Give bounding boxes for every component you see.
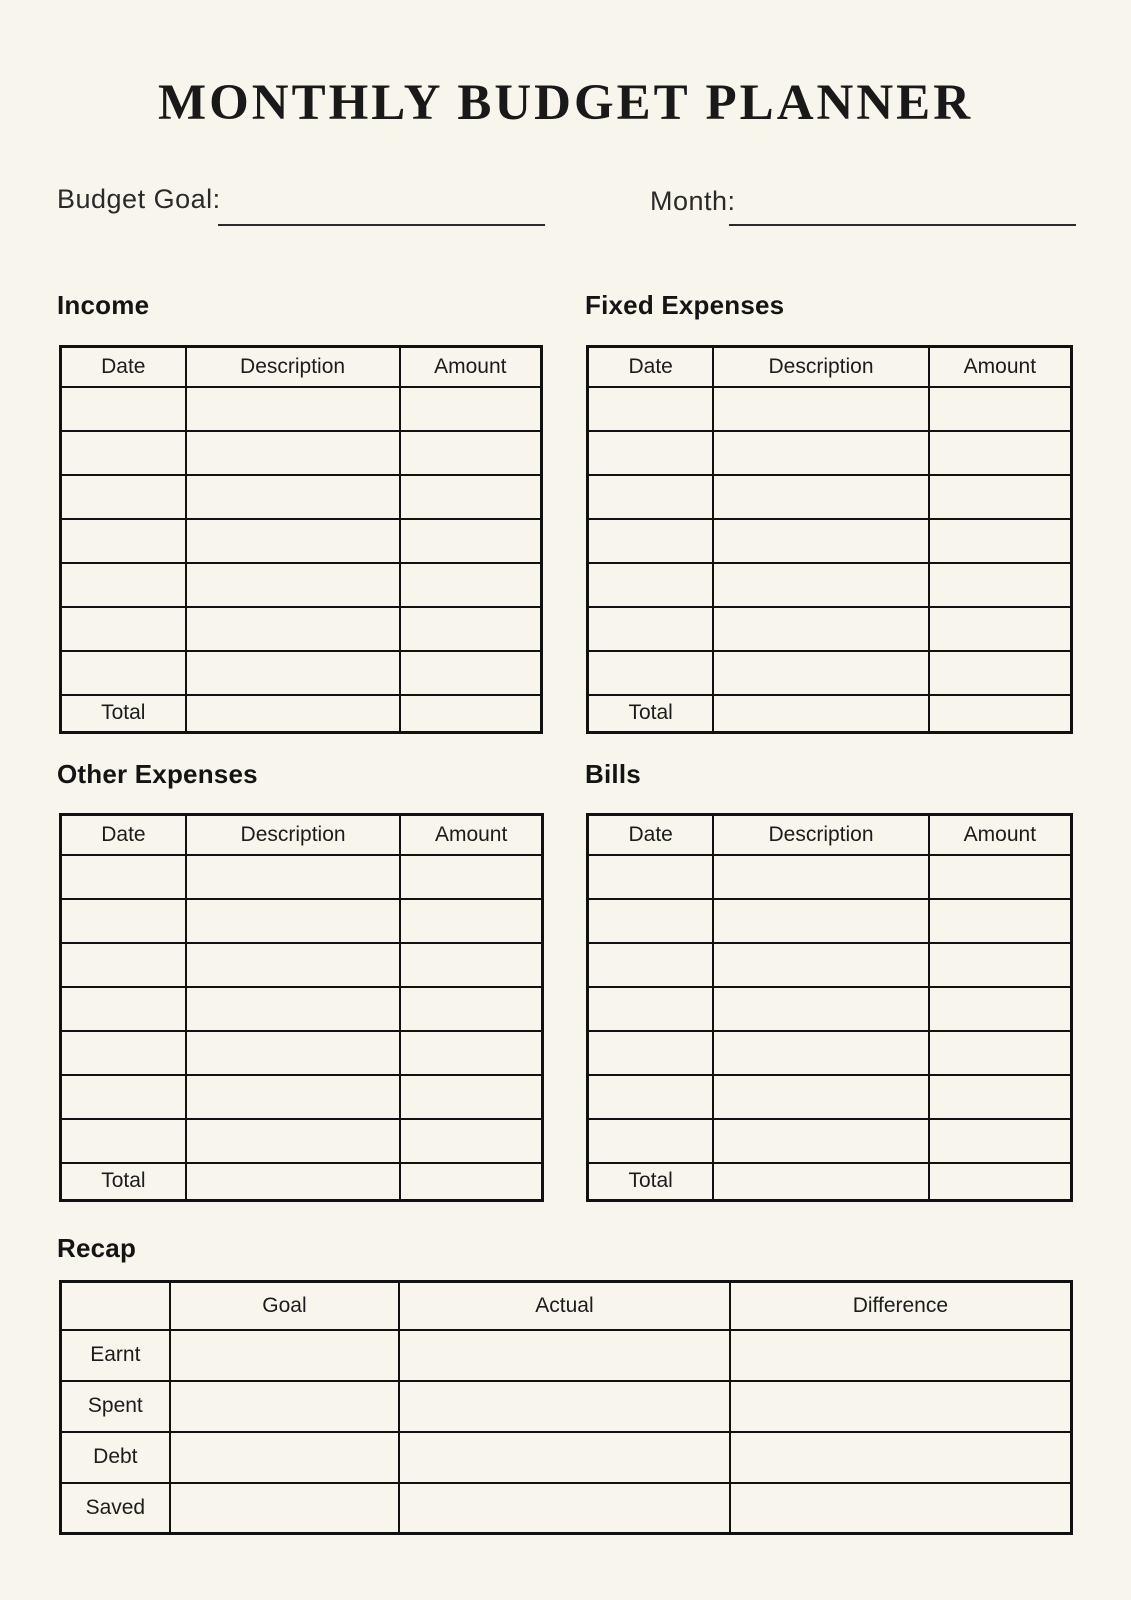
table-row bbox=[588, 563, 1072, 607]
page-title: MONTHLY BUDGET PLANNER bbox=[157, 75, 974, 131]
empty-cell[interactable] bbox=[61, 899, 186, 943]
empty-cell[interactable] bbox=[400, 1119, 542, 1163]
empty-cell[interactable] bbox=[713, 519, 928, 563]
empty-cell[interactable] bbox=[713, 607, 928, 651]
table-row bbox=[61, 651, 542, 695]
table-row bbox=[588, 855, 1072, 899]
empty-cell[interactable] bbox=[400, 987, 542, 1031]
empty-cell[interactable] bbox=[61, 1031, 186, 1075]
table-row bbox=[61, 1031, 543, 1075]
empty-cell[interactable] bbox=[929, 1075, 1072, 1119]
empty-cell[interactable] bbox=[713, 855, 928, 899]
total-row bbox=[588, 695, 1072, 733]
header-row bbox=[61, 347, 542, 387]
month-underline[interactable] bbox=[729, 224, 1076, 226]
total-label: Total bbox=[588, 695, 714, 733]
table-row bbox=[588, 519, 1072, 563]
fixed-expenses-table bbox=[586, 345, 1073, 734]
total-row bbox=[588, 1163, 1072, 1201]
empty-cell[interactable] bbox=[400, 475, 542, 519]
empty-cell[interactable] bbox=[61, 607, 186, 651]
recap-row-spent bbox=[61, 1381, 1072, 1432]
table-row bbox=[588, 607, 1072, 651]
empty-cell[interactable] bbox=[588, 1075, 714, 1119]
column-header-date: Date bbox=[588, 815, 714, 855]
empty-cell[interactable] bbox=[400, 607, 542, 651]
empty-cell[interactable] bbox=[730, 1381, 1072, 1432]
table-row bbox=[588, 1075, 1072, 1119]
empty-cell[interactable] bbox=[400, 651, 542, 695]
recap-column-actual: Actual bbox=[399, 1282, 730, 1330]
empty-cell[interactable] bbox=[588, 899, 714, 943]
recap-row-label: Debt bbox=[61, 1432, 170, 1483]
empty-cell[interactable] bbox=[186, 607, 400, 651]
total-label: Total bbox=[588, 1163, 714, 1201]
table-row bbox=[61, 431, 542, 475]
empty-cell[interactable] bbox=[186, 1119, 400, 1163]
recap-row-debt bbox=[61, 1432, 1072, 1483]
empty-cell[interactable] bbox=[61, 855, 186, 899]
empty-cell[interactable] bbox=[929, 1119, 1072, 1163]
empty-cell[interactable] bbox=[399, 1432, 730, 1483]
empty-cell[interactable] bbox=[929, 1031, 1072, 1075]
total-label: Total bbox=[61, 695, 186, 733]
table-row bbox=[588, 1119, 1072, 1163]
empty-cell[interactable] bbox=[713, 431, 928, 475]
table-row bbox=[588, 431, 1072, 475]
empty-cell[interactable] bbox=[400, 943, 542, 987]
header-row bbox=[61, 815, 543, 855]
empty-cell[interactable] bbox=[713, 943, 928, 987]
recap-table bbox=[59, 1280, 1073, 1535]
empty-cell[interactable] bbox=[929, 519, 1072, 563]
empty-cell[interactable] bbox=[588, 1119, 714, 1163]
column-header-amount: Amount bbox=[400, 815, 542, 855]
table-row bbox=[61, 1119, 543, 1163]
empty-cell[interactable] bbox=[170, 1381, 399, 1432]
table-row bbox=[61, 855, 543, 899]
total-amount-cell[interactable] bbox=[929, 1163, 1072, 1201]
column-header-amount: Amount bbox=[929, 347, 1072, 387]
total-description-cell[interactable] bbox=[713, 1163, 928, 1201]
header-row bbox=[588, 347, 1072, 387]
recap-row-label: Spent bbox=[61, 1381, 170, 1432]
empty-cell[interactable] bbox=[186, 431, 400, 475]
recap-row-label: Saved bbox=[61, 1483, 170, 1534]
empty-cell[interactable] bbox=[929, 387, 1072, 431]
empty-cell[interactable] bbox=[929, 651, 1072, 695]
column-header-date: Date bbox=[61, 347, 186, 387]
column-header-amount: Amount bbox=[400, 347, 542, 387]
empty-cell[interactable] bbox=[61, 943, 186, 987]
empty-cell[interactable] bbox=[170, 1330, 399, 1381]
empty-cell[interactable] bbox=[588, 519, 714, 563]
column-header-date: Date bbox=[588, 347, 714, 387]
table-row bbox=[588, 1031, 1072, 1075]
empty-cell[interactable] bbox=[61, 563, 186, 607]
empty-cell[interactable] bbox=[929, 475, 1072, 519]
empty-cell[interactable] bbox=[186, 475, 400, 519]
empty-cell[interactable] bbox=[929, 899, 1072, 943]
empty-cell[interactable] bbox=[730, 1330, 1072, 1381]
table-row bbox=[61, 519, 542, 563]
recap-row-saved bbox=[61, 1483, 1072, 1534]
empty-cell[interactable] bbox=[929, 607, 1072, 651]
empty-cell[interactable] bbox=[713, 1119, 928, 1163]
recap-column-difference: Difference bbox=[730, 1282, 1072, 1330]
empty-cell[interactable] bbox=[730, 1432, 1072, 1483]
total-row bbox=[61, 695, 542, 733]
bills-table bbox=[586, 813, 1073, 1202]
empty-cell[interactable] bbox=[400, 1031, 542, 1075]
empty-cell[interactable] bbox=[61, 651, 186, 695]
empty-cell[interactable] bbox=[186, 1031, 400, 1075]
empty-cell[interactable] bbox=[400, 855, 542, 899]
empty-cell[interactable] bbox=[186, 387, 400, 431]
column-header-description: Description bbox=[186, 347, 400, 387]
table-row bbox=[588, 899, 1072, 943]
empty-cell[interactable] bbox=[588, 987, 714, 1031]
empty-cell[interactable] bbox=[170, 1483, 399, 1534]
empty-cell[interactable] bbox=[588, 387, 714, 431]
empty-cell[interactable] bbox=[713, 651, 928, 695]
empty-cell[interactable] bbox=[588, 607, 714, 651]
empty-cell[interactable] bbox=[399, 1330, 730, 1381]
empty-cell[interactable] bbox=[588, 943, 714, 987]
recap-row-earnt bbox=[61, 1330, 1072, 1381]
empty-cell[interactable] bbox=[61, 519, 186, 563]
recap-column-goal: Goal bbox=[170, 1282, 399, 1330]
empty-cell[interactable] bbox=[588, 651, 714, 695]
empty-cell[interactable] bbox=[400, 387, 542, 431]
empty-cell[interactable] bbox=[588, 563, 714, 607]
section-heading-income: Income bbox=[57, 290, 150, 320]
total-label: Total bbox=[61, 1163, 186, 1201]
table-row bbox=[588, 475, 1072, 519]
table-row bbox=[588, 987, 1072, 1031]
empty-cell[interactable] bbox=[186, 651, 400, 695]
empty-cell[interactable] bbox=[713, 1031, 928, 1075]
section-heading-fixed-expenses: Fixed Expenses bbox=[585, 290, 785, 320]
empty-cell[interactable] bbox=[61, 475, 186, 519]
empty-cell[interactable] bbox=[400, 519, 542, 563]
empty-cell[interactable] bbox=[186, 899, 400, 943]
empty-cell[interactable] bbox=[400, 1075, 542, 1119]
empty-cell[interactable] bbox=[61, 431, 186, 475]
empty-cell[interactable] bbox=[186, 519, 400, 563]
column-header-description: Description bbox=[713, 815, 928, 855]
table-row bbox=[61, 607, 542, 651]
table-row bbox=[61, 475, 542, 519]
empty-cell[interactable] bbox=[713, 1075, 928, 1119]
month-label: Month: bbox=[650, 186, 736, 216]
empty-cell[interactable] bbox=[61, 1119, 186, 1163]
table-row bbox=[61, 899, 543, 943]
empty-cell[interactable] bbox=[588, 431, 714, 475]
empty-cell[interactable] bbox=[186, 1075, 400, 1119]
empty-cell[interactable] bbox=[399, 1381, 730, 1432]
recap-header-row bbox=[61, 1282, 1072, 1330]
table-row bbox=[61, 387, 542, 431]
column-header-date: Date bbox=[61, 815, 186, 855]
empty-cell[interactable] bbox=[929, 943, 1072, 987]
total-amount-cell[interactable] bbox=[400, 1163, 542, 1201]
empty-cell[interactable] bbox=[588, 475, 714, 519]
total-description-cell[interactable] bbox=[713, 695, 928, 733]
empty-cell[interactable] bbox=[61, 987, 186, 1031]
empty-cell[interactable] bbox=[61, 387, 186, 431]
total-description-cell[interactable] bbox=[186, 695, 400, 733]
column-header-amount: Amount bbox=[929, 815, 1072, 855]
empty-cell[interactable] bbox=[713, 387, 928, 431]
empty-cell[interactable] bbox=[929, 431, 1072, 475]
empty-cell[interactable] bbox=[588, 855, 714, 899]
empty-cell[interactable] bbox=[713, 987, 928, 1031]
empty-cell[interactable] bbox=[929, 563, 1072, 607]
header-row bbox=[588, 815, 1072, 855]
total-amount-cell[interactable] bbox=[400, 695, 542, 733]
other-expenses-table bbox=[59, 813, 544, 1202]
empty-cell[interactable] bbox=[713, 475, 928, 519]
income-table bbox=[59, 345, 543, 734]
empty-cell[interactable] bbox=[186, 855, 400, 899]
empty-cell[interactable] bbox=[713, 563, 928, 607]
section-heading-other-expenses: Other Expenses bbox=[57, 759, 258, 789]
empty-cell[interactable] bbox=[61, 1075, 186, 1119]
empty-cell[interactable] bbox=[400, 899, 542, 943]
table-row bbox=[61, 1075, 543, 1119]
column-header-description: Description bbox=[186, 815, 400, 855]
total-row bbox=[61, 1163, 543, 1201]
budget-goal-label: Budget Goal: bbox=[57, 184, 221, 214]
recap-row-label: Earnt bbox=[61, 1330, 170, 1381]
empty-cell[interactable] bbox=[588, 1031, 714, 1075]
table-row bbox=[588, 651, 1072, 695]
total-description-cell[interactable] bbox=[186, 1163, 400, 1201]
column-header-description: Description bbox=[713, 347, 928, 387]
section-heading-bills: Bills bbox=[585, 759, 641, 789]
table-row bbox=[61, 943, 543, 987]
empty-cell[interactable] bbox=[929, 855, 1072, 899]
table-row bbox=[61, 987, 543, 1031]
budget-goal-underline[interactable] bbox=[218, 224, 545, 226]
empty-cell[interactable] bbox=[400, 431, 542, 475]
total-amount-cell[interactable] bbox=[929, 695, 1072, 733]
empty-cell[interactable] bbox=[713, 899, 928, 943]
empty-cell[interactable] bbox=[400, 563, 542, 607]
table-row bbox=[588, 943, 1072, 987]
empty-cell[interactable] bbox=[186, 943, 400, 987]
empty-cell[interactable] bbox=[399, 1483, 730, 1534]
recap-corner-cell bbox=[61, 1282, 170, 1330]
section-heading-recap: Recap bbox=[57, 1233, 137, 1263]
table-row bbox=[61, 563, 542, 607]
empty-cell[interactable] bbox=[186, 563, 400, 607]
empty-cell[interactable] bbox=[186, 987, 400, 1031]
table-row bbox=[588, 387, 1072, 431]
empty-cell[interactable] bbox=[929, 987, 1072, 1031]
empty-cell[interactable] bbox=[730, 1483, 1072, 1534]
empty-cell[interactable] bbox=[170, 1432, 399, 1483]
